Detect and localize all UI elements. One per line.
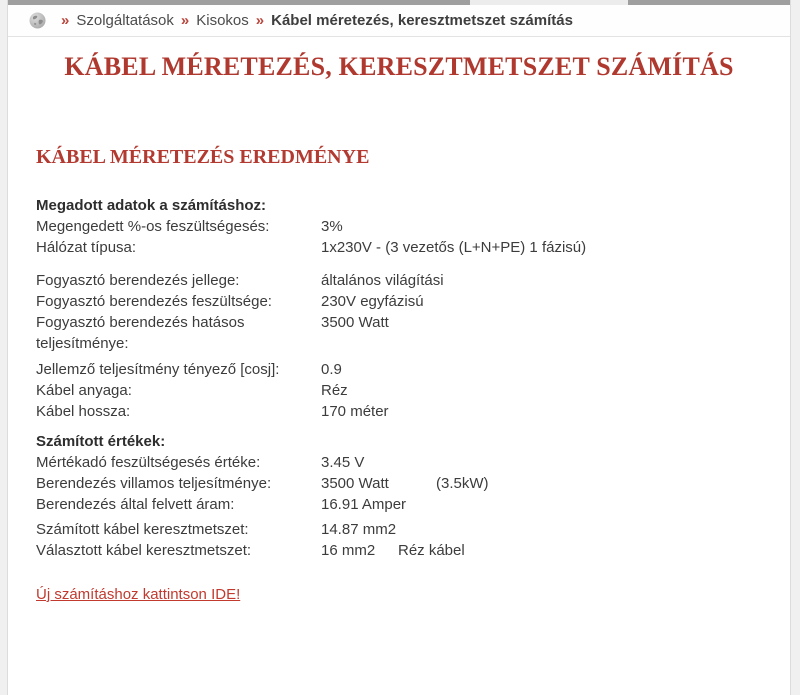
result-row [36, 237, 790, 258]
breadcrumb-separator: » [255, 12, 265, 29]
row-value: 3500 Watt [321, 475, 389, 492]
input-group-header: Megadott adatok a számításhoz: [36, 197, 267, 214]
results-list [36, 195, 790, 561]
result-row [36, 291, 790, 312]
breadcrumb-item-szolgaltatasok[interactable]: Szolgáltatások [76, 12, 174, 29]
row-value: általános világítási [321, 272, 444, 289]
breadcrumb-item-current[interactable]: Kábel méretezés, keresztmetszet számítás [271, 12, 573, 29]
globe-icon [29, 12, 46, 29]
result-row [36, 270, 790, 291]
row-label: Megengedett %-os feszültségesés: [36, 218, 270, 235]
page-title: KÁBEL MÉRETEZÉS, KERESZTMETSZET SZÁMÍTÁS [64, 52, 734, 81]
row-label: Jellemző teljesítmény tényező [cosj]: [36, 361, 280, 378]
breadcrumb-item-kisokos[interactable]: Kisokos [196, 12, 249, 29]
result-row [36, 494, 790, 515]
result-row [36, 312, 790, 354]
page-container [7, 0, 791, 695]
row-value: 3500 Watt [321, 314, 389, 331]
window-top-strip-segment [470, 0, 628, 5]
result-row [36, 519, 790, 540]
row-value: 3% [321, 218, 343, 235]
row-label: Kábel hossza: [36, 403, 131, 420]
row-label: Fogyasztó berendezés feszültsége: [36, 293, 272, 310]
section-heading: KÁBEL MÉRETEZÉS EREDMÉNYE [36, 146, 370, 168]
result-row [36, 540, 790, 561]
breadcrumb-separator: » [61, 12, 70, 29]
row-value: 1x230V - (3 vezetős (L+N+PE) 1 fázisú) [321, 239, 587, 256]
result-row [36, 473, 790, 494]
row-value: 16.91 Amper [321, 496, 407, 513]
row-value: Réz [321, 382, 348, 399]
row-value-extra: Réz kábel [398, 542, 465, 559]
computed-group-header: Számított értékek: [36, 433, 166, 450]
row-label: Fogyasztó berendezés jellege: [36, 272, 240, 289]
result-row [36, 452, 790, 473]
breadcrumb-separator: » [180, 12, 190, 29]
window-top-strip [8, 0, 790, 5]
new-calculation-link[interactable]: Új számításhoz kattintson IDE! [36, 586, 241, 603]
row-label: Berendezés villamos teljesítménye: [36, 475, 272, 492]
row-label: Berendezés által felvett áram: [36, 496, 235, 513]
result-row [36, 401, 790, 422]
row-label: Fogyasztó berendezés hatásos teljesítménye: [36, 314, 245, 352]
row-label: Mértékadó feszültségesés értéke: [36, 454, 261, 471]
row-value: 16 mm2 [321, 542, 376, 559]
row-value: 170 méter [321, 403, 389, 420]
row-label: Hálózat típusa: [36, 239, 137, 256]
row-label: Számított kábel keresztmetszet: [36, 521, 249, 538]
breadcrumb [8, 5, 790, 37]
row-value-extra: (3.5kW) [436, 475, 489, 492]
result-row [36, 359, 790, 380]
row-value: 230V egyfázisú [321, 293, 424, 310]
row-label: Kábel anyaga: [36, 382, 132, 399]
row-label: Választott kábel keresztmetszet: [36, 542, 252, 559]
row-value: 14.87 mm2 [321, 521, 397, 538]
result-row [36, 380, 790, 401]
result-row [36, 216, 790, 237]
row-value: 3.45 V [321, 454, 365, 471]
row-value: 0.9 [321, 361, 342, 378]
